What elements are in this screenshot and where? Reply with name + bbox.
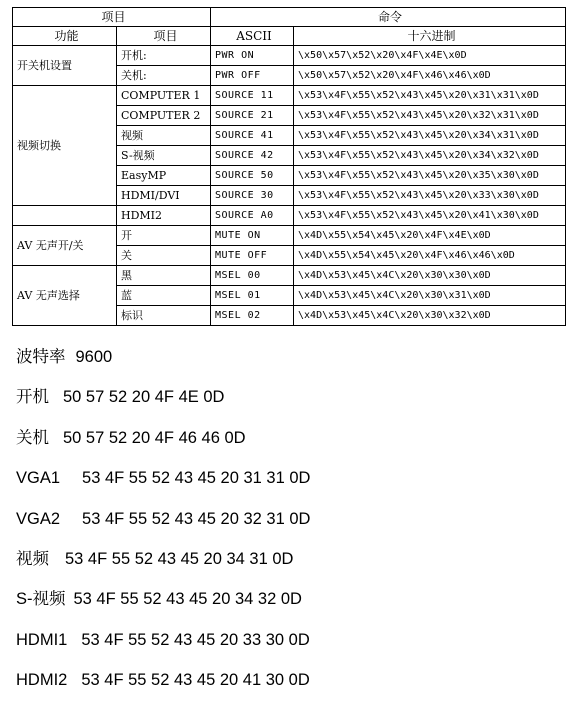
hex-cell: \x50\x57\x52\x20\x4F\x4E\x0D (294, 46, 566, 66)
command-line (16, 464, 556, 504)
command-line (16, 424, 556, 464)
table-header-row-2 (13, 27, 566, 46)
hex-cell: \x53\x4F\x55\x52\x43\x45\x20\x33\x30\x0D (294, 186, 566, 206)
ascii-cell: PWR ON (211, 46, 294, 66)
function-cell: AV 无声开/关 (13, 226, 117, 266)
hex-cell: \x53\x4F\x55\x52\x43\x45\x20\x41\x30\x0D (294, 206, 566, 226)
item-cell: 标识 (117, 306, 211, 326)
command-table-body (13, 8, 566, 326)
command-line (16, 343, 556, 383)
function-cell: AV 无声选择 (13, 266, 117, 326)
command-line (16, 505, 556, 545)
item-cell: COMPUTER 2 (117, 106, 211, 126)
command-label: HDMI2 (16, 671, 68, 690)
header-hex: 十六进制 (294, 27, 566, 46)
item-cell: 开 (117, 226, 211, 246)
hex-cell: \x53\x4F\x55\x52\x43\x45\x20\x34\x31\x0D (294, 126, 566, 146)
ascii-cell: MSEL 02 (211, 306, 294, 326)
command-label: VGA1 (16, 469, 61, 488)
header-item: 项目 (13, 8, 211, 27)
table-row (13, 46, 566, 66)
command-value: 53 4F 55 52 43 45 20 34 31 0D (65, 549, 294, 568)
item-cell: HDMI2 (117, 206, 211, 226)
hex-cell: \x53\x4F\x55\x52\x43\x45\x20\x31\x31\x0D (294, 86, 566, 106)
ascii-cell: SOURCE A0 (211, 206, 294, 226)
command-value: 53 4F 55 52 43 45 20 34 32 0D (73, 590, 302, 609)
item-cell: 关机: (117, 66, 211, 86)
command-line (16, 666, 556, 706)
table-header-row-1 (13, 8, 566, 27)
ascii-cell: SOURCE 21 (211, 106, 294, 126)
command-line (16, 383, 556, 423)
hex-cell: \x4D\x55\x54\x45\x20\x4F\x4E\x0D (294, 226, 566, 246)
hex-cell: \x53\x4F\x55\x52\x43\x45\x20\x35\x30\x0D (294, 166, 566, 186)
ascii-cell: PWR OFF (211, 66, 294, 86)
hex-cell: \x4D\x55\x54\x45\x20\x4F\x46\x46\x0D (294, 246, 566, 266)
header-command: 命令 (211, 8, 566, 27)
hex-cell: \x50\x57\x52\x20\x4F\x46\x46\x0D (294, 66, 566, 86)
command-label: 开机 (16, 388, 49, 407)
command-value: 53 4F 55 52 43 45 20 32 31 0D (82, 509, 311, 528)
hex-cell: \x4D\x53\x45\x4C\x20\x30\x31\x0D (294, 286, 566, 306)
function-cell: 视频切换 (13, 86, 117, 206)
command-value: 53 4F 55 52 43 45 20 41 30 0D (81, 671, 310, 690)
command-value: 9600 (75, 348, 113, 366)
item-cell: HDMI/DVI (117, 186, 211, 206)
ascii-cell: MUTE OFF (211, 246, 294, 266)
command-value: 50 57 52 20 4F 46 46 0D (63, 428, 246, 447)
item-cell: 黑 (117, 266, 211, 286)
ascii-cell: SOURCE 11 (211, 86, 294, 106)
command-line (16, 585, 556, 625)
ascii-cell: MSEL 01 (211, 286, 294, 306)
command-label: HDMI1 (16, 630, 68, 649)
ascii-cell: SOURCE 50 (211, 166, 294, 186)
header-item-sub: 项目 (117, 27, 211, 46)
ascii-cell: SOURCE 41 (211, 126, 294, 146)
command-value: 50 57 52 20 4F 4E 0D (63, 388, 225, 407)
command-summary-list (16, 343, 556, 707)
hex-cell: \x4D\x53\x45\x4C\x20\x30\x30\x0D (294, 266, 566, 286)
command-value: 53 4F 55 52 43 45 20 31 31 0D (82, 469, 311, 488)
command-line (16, 545, 556, 585)
command-label: 关机 (16, 428, 49, 447)
command-label: 波特率 (16, 348, 66, 366)
command-line (16, 626, 556, 666)
item-cell: 蓝 (117, 286, 211, 306)
command-value: 53 4F 55 52 43 45 20 33 30 0D (81, 630, 310, 649)
item-cell: COMPUTER 1 (117, 86, 211, 106)
ascii-cell: SOURCE 42 (211, 146, 294, 166)
item-cell: S-视频 (117, 146, 211, 166)
table-row (13, 226, 566, 246)
command-label: VGA2 (16, 509, 61, 528)
item-cell: 开机: (117, 46, 211, 66)
table-row (13, 206, 566, 226)
header-ascii: ASCII (211, 27, 294, 46)
command-label: S-视频 (16, 590, 66, 609)
command-table (12, 7, 566, 326)
ascii-cell: MUTE ON (211, 226, 294, 246)
table-row (13, 266, 566, 286)
item-cell: 视频 (117, 126, 211, 146)
hex-cell: \x53\x4F\x55\x52\x43\x45\x20\x32\x31\x0D (294, 106, 566, 126)
ascii-cell: SOURCE 30 (211, 186, 294, 206)
hex-cell: \x53\x4F\x55\x52\x43\x45\x20\x34\x32\x0D (294, 146, 566, 166)
function-cell: 开关机设置 (13, 46, 117, 86)
item-cell: 关 (117, 246, 211, 266)
hex-cell: \x4D\x53\x45\x4C\x20\x30\x32\x0D (294, 306, 566, 326)
command-label: 视频 (16, 549, 49, 568)
item-cell: EasyMP (117, 166, 211, 186)
header-function: 功能 (13, 27, 117, 46)
table-row (13, 86, 566, 106)
ascii-cell: MSEL 00 (211, 266, 294, 286)
function-cell (13, 206, 117, 226)
